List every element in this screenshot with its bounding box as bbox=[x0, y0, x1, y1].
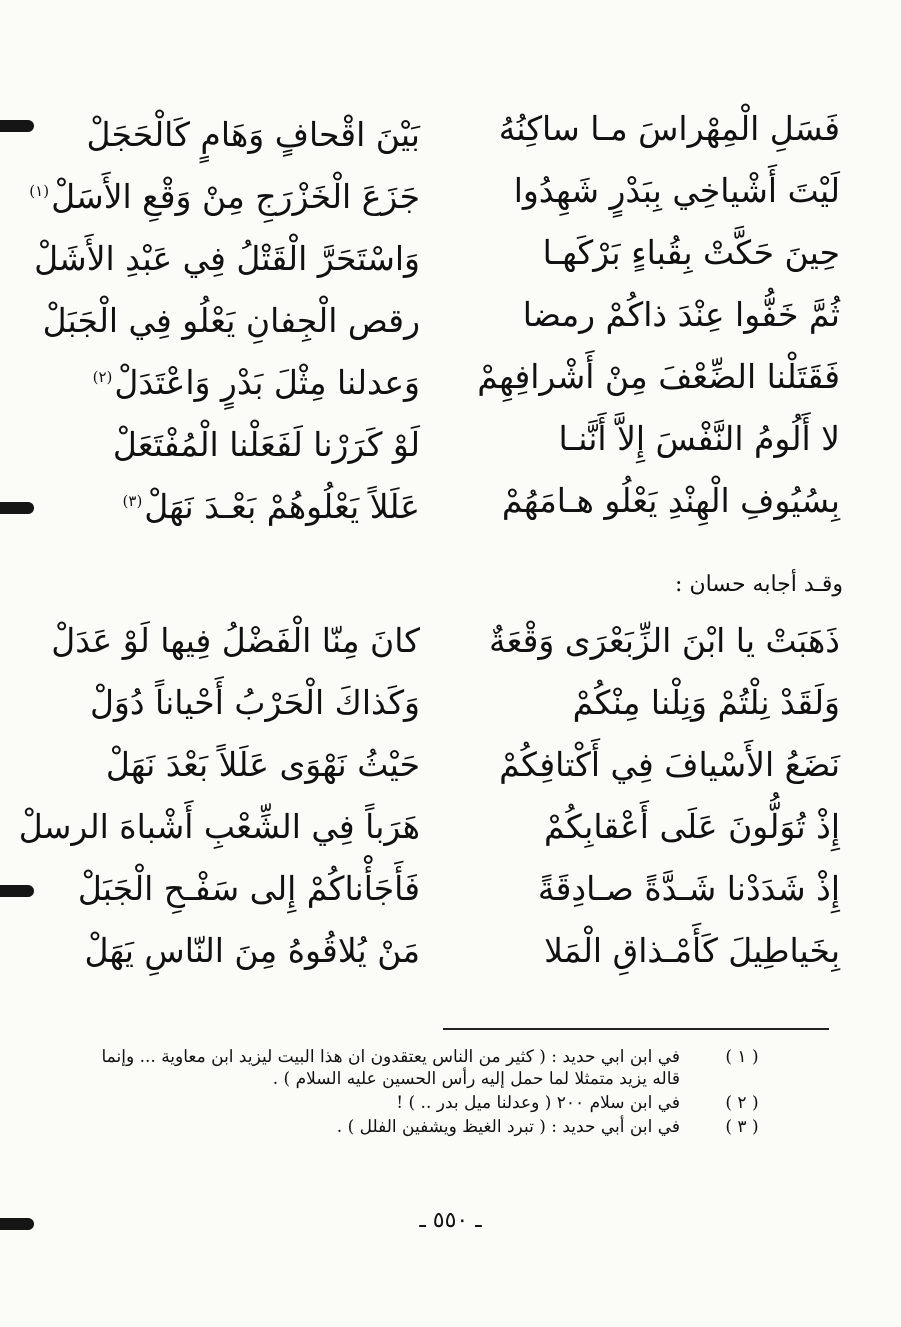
verse-line bbox=[42, 284, 840, 346]
verse-first-hemistich: لا أَلُومُ النَّفْسَ إِلاَّ أَنَّنـا bbox=[558, 419, 840, 458]
footnote-text: في ابن ابي حديد : ( كثير من الناس يعتقدون ان هذا البيت ليزيد ابن معاوية ... وإنما قاله يزيد متمثلا لما حمل إليه رأس الحسين عليه السلام ) . bbox=[101, 1047, 680, 1089]
verse-first-hemistich: وَلَقَدْ نِلْتُمْ وَنِلْنا مِنْكُمْ bbox=[572, 683, 840, 722]
verse-first-hemistich: ثُمَّ خَفُّوا عِنْدَ ذاكُمْ رمضا bbox=[522, 295, 840, 334]
verse-second-hemistich: فَأَجَأْناكُمْ إِلى سَفْـحِ الْجَبَلْ bbox=[77, 869, 420, 908]
verse-first-hemistich: نَضَعُ الأَسْيافَ فِي أَكْتافِكُمْ bbox=[499, 745, 840, 784]
verse-first-hemistich: بِخَياطِيلَ كَأَمْـذاقِ الْمَلا bbox=[544, 931, 840, 970]
footnote-number: ( ٣ ) bbox=[725, 1117, 759, 1137]
verse-line bbox=[60, 98, 840, 160]
verse-second-hemistich: لَوْ كَرَرْنا لَفَعَلْنا الْمُفْتَعَلْ bbox=[112, 425, 420, 464]
scan-edge-mark bbox=[0, 502, 34, 514]
verse-first-hemistich: إِذْ شَدَدْنا شَـدَّةً صـادِقَةً bbox=[537, 869, 840, 908]
verse-second-hemistich: وَكَذاكَ الْحَرْبُ أَحْياناً دُوَلْ bbox=[89, 683, 420, 722]
verse-line bbox=[51, 610, 840, 672]
verse-first-hemistich: ذَهَبَتْ يا ابْنَ الزِّبَعْرَى وَقْعَةٌ bbox=[488, 621, 840, 660]
footnote-text: في ابن أبي حديد : ( تبرد الغيظ ويشفين الفلل ) . bbox=[336, 1117, 680, 1137]
verse-first-hemistich: فَقَتَلْنا الضِّعْفَ مِنْ أَشْرافِهِمْ bbox=[477, 357, 840, 396]
verse-line bbox=[18, 796, 840, 858]
scan-edge-mark bbox=[0, 120, 34, 132]
verse-line bbox=[60, 920, 840, 982]
verse-second-hemistich: وَعدلنا مِثْلَ بَدْرٍ وَاعْتَدَلْ$^{(٢)}$ bbox=[92, 363, 420, 402]
footnote-item bbox=[70, 1092, 770, 1114]
verse-second-hemistich: كانَ مِنّا الْفَضْلُ فِيها لَوْ عَدَلْ bbox=[51, 621, 420, 660]
footnote-number: ( ٢ ) bbox=[725, 1093, 759, 1113]
footnote-item bbox=[70, 1116, 770, 1138]
verse-second-hemistich: هَرَباً فِي الشِّعْبِ أَشْباهَ الرسلْ bbox=[18, 807, 420, 846]
poem-hassan bbox=[18, 610, 840, 982]
footnote-separator bbox=[443, 1028, 829, 1030]
verse-line bbox=[34, 222, 840, 284]
verse-line bbox=[60, 858, 840, 920]
verse-first-hemistich: بِسُيُوفِ الْهِنْدِ يَعْلُو هـامَهُمْ bbox=[501, 481, 840, 520]
footnote-text: في ابن سلام ٢٠٠ ( وعدلنا ميل بدر .. ) ! bbox=[396, 1093, 680, 1113]
verse-line bbox=[29, 160, 840, 222]
verse-first-hemistich: إِذْ تُوَلُّونَ عَلَى أَعْقابِكُمْ bbox=[543, 807, 840, 846]
verse-second-hemistich: عَلَلاً يَعْلُوهُمْ بَعْـدَ نَهَلْ$^{(٣)}$ bbox=[122, 487, 420, 526]
verse-first-hemistich: لَيْتَ أَشْياخِي بِبَدْرٍ شَهِدُوا bbox=[513, 171, 840, 210]
verse-line bbox=[60, 470, 840, 532]
verse-second-hemistich: بَيْنَ اقْحافٍ وَهَامٍ كَالْحَجَلْ bbox=[86, 115, 420, 154]
footnote-item bbox=[70, 1046, 770, 1090]
verse-second-hemistich: وَاسْتَحَرَّ الْقَتْلُ فِي عَبْدِ الأَشَلْ bbox=[34, 239, 420, 278]
footnote-number: ( ١ ) bbox=[725, 1047, 759, 1067]
verse-line bbox=[60, 734, 840, 796]
verse-second-hemistich: رقص الْجِفانِ يَعْلُو فِي الْجَبَلْ bbox=[42, 301, 420, 340]
verse-line bbox=[60, 346, 840, 408]
verse-second-hemistich: مَنْ يُلاقُوهُ مِنَ النّاسِ يَهَلْ bbox=[84, 931, 420, 970]
footnote-marker: (٣) bbox=[122, 492, 143, 510]
page-number: ـ ٥٥٠ ـ bbox=[419, 1208, 482, 1233]
scan-edge-mark bbox=[0, 885, 34, 897]
footnotes bbox=[70, 1046, 770, 1138]
footnote-marker: (٢) bbox=[92, 368, 113, 386]
footnote-marker: (١) bbox=[29, 182, 50, 200]
verse-second-hemistich: حَيْثُ نَهْوَى عَلَلاً بَعْدَ نَهَلْ bbox=[105, 745, 420, 784]
verse-line bbox=[60, 672, 840, 734]
verse-first-hemistich: حِينَ حَكَّتْ بِقُباءٍ بَرْكَهـا bbox=[542, 233, 840, 272]
poem-ibn-zibara bbox=[29, 98, 840, 532]
verse-second-hemistich: جَزَعَ الْخَزْرَجِ مِنْ وَقْعِ الأَسَلْ$^{(١)}$ bbox=[29, 177, 420, 216]
verse-first-hemistich: فَسَلِ الْمِهْراسَ مـا ساكِنُهُ bbox=[498, 109, 840, 148]
reply-intro: وقـد أجابه حسان : bbox=[675, 572, 843, 597]
verse-line bbox=[60, 408, 840, 470]
